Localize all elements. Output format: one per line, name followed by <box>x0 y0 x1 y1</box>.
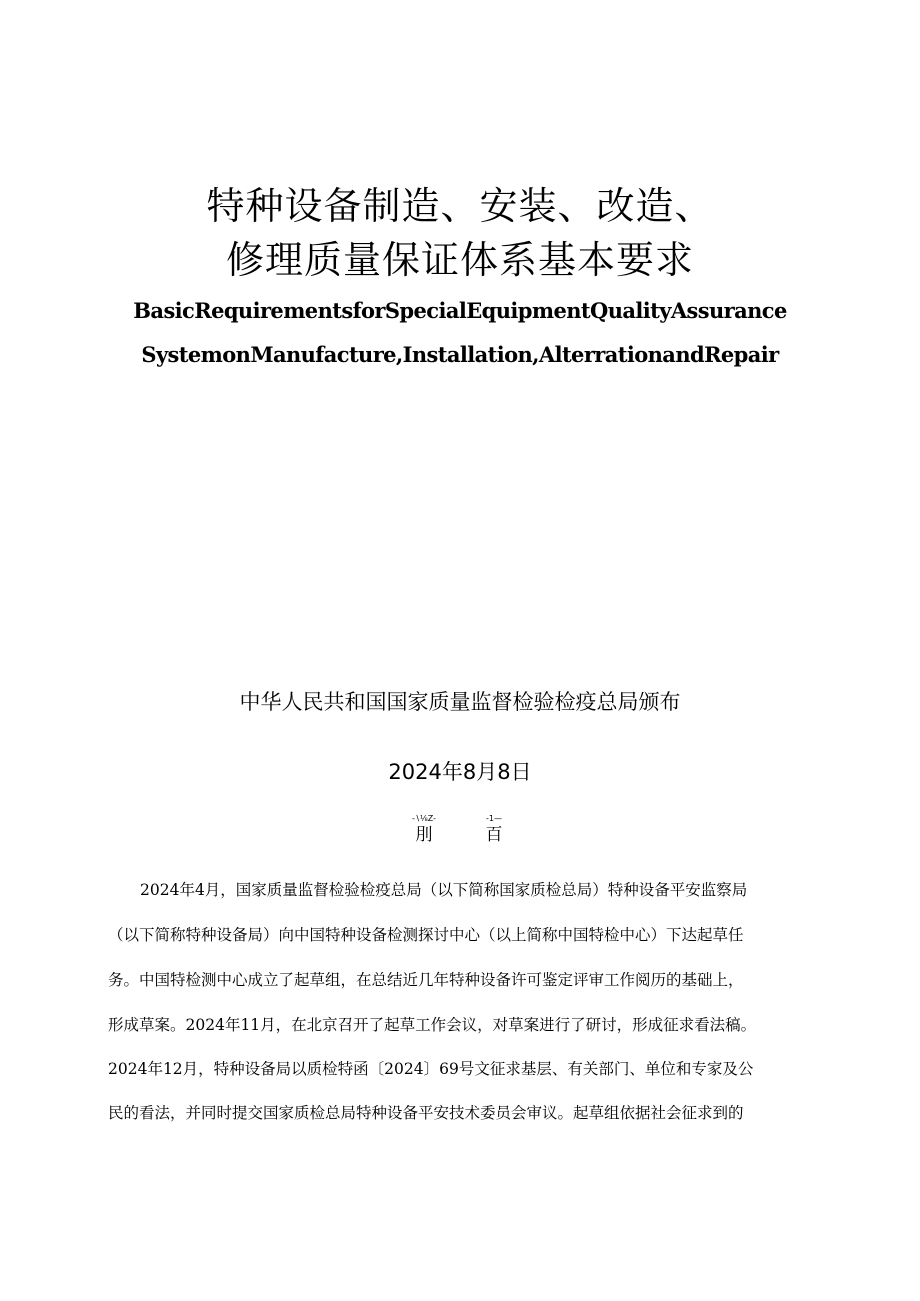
body-line-1: 2024年4月，国家质量监督检验检疫总局（以下简称国家质检总局）特种设备平安监察局 <box>140 881 748 899</box>
body-line-2: （以下简称特种设备局）向中国特种设备检测探讨中心（以上简称中国特检中心）下达起草任 <box>108 926 744 944</box>
foreword-char-1-ruby: -∖⅛Z- <box>412 814 436 823</box>
publisher: 中华人民共和国国家质量监督检验检疫总局颁布 <box>239 690 681 714</box>
title-cn-line-2: 修理质量保证体系基本要求 <box>225 238 694 282</box>
title-en-line-1: BasicRequirementsforSpecialEquipmentQualityAssurance <box>133 298 787 323</box>
foreword-char-2-text: 百 <box>485 825 503 845</box>
title-cn-line-1: 特种设备制造、安装、改造、 <box>206 184 714 228</box>
foreword-heading <box>0 814 920 854</box>
body-line-6: 民的看法，并同时提交国家质检总局特种设备平安技术委员会审议。起草组依据社会征求到的 <box>108 1104 744 1122</box>
foreword-char-2 <box>464 814 524 846</box>
body-line-3: 务。中国特检测中心成立了起草组，在总结近几年特种设备许可鉴定评审工作阅历的基础上， <box>108 971 744 989</box>
foreword-char-1-text: 刖 <box>415 825 433 845</box>
body-line-4: 形成草案。2024年11月，在北京召开了起草工作会议，对草案进行了研讨，形成征求看法稿。 <box>108 1016 757 1034</box>
body-line-5: 2024年12月，特种设备局以质检特函〔2024〕69号文征求基层、有关部门、单位和专家及公 <box>108 1060 754 1078</box>
publish-date: 2024年8月8日 <box>388 760 532 784</box>
title-en-line-2: SystemonManufacture,Installation,AlterrationandRepair <box>141 342 779 367</box>
foreword-char-2-ruby: -1— <box>486 814 502 823</box>
foreword-char-1 <box>394 814 454 846</box>
